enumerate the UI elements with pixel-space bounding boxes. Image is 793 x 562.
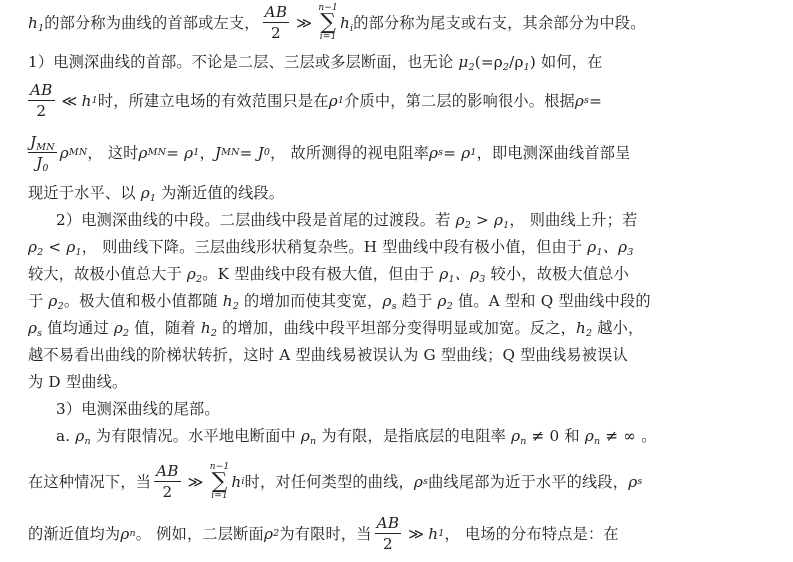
relation-symbol: ≪ <box>61 92 78 110</box>
fraction-denominator: 2 <box>36 102 47 120</box>
math-run: > ρ <box>470 211 504 229</box>
text-run: a. <box>56 427 76 445</box>
math-sub: n <box>310 436 317 447</box>
summation <box>318 4 338 42</box>
math-sub: 1 <box>149 193 157 204</box>
math-rho: ρ <box>584 427 594 445</box>
math-rho: ρ <box>437 292 447 310</box>
math-run: < ρ <box>43 238 76 256</box>
fraction <box>263 2 290 42</box>
text-run: 。K 型曲线中段有极大值，但由于 <box>202 265 440 283</box>
math-h: h <box>231 473 242 491</box>
text-run: 的增加，曲线中段平坦部分变得明显或加宽。反之， <box>217 319 577 337</box>
math-run: /ρ <box>509 53 524 71</box>
math-h: h <box>81 92 92 110</box>
fraction-denominator: 2 <box>382 535 393 553</box>
math-sub: 2 <box>468 62 475 73</box>
text-run: 现近于水平、以 <box>28 184 141 202</box>
text-line-4: $\frac{J_{MN}}{J_0}$ ρ MN ， 这时 ρ MN = ρ 1 ， J MN = J 0 ， 故所测得的视电阻率 ρ s = ρ 1 ，即电测深曲线首部呈 <box>30 132 631 174</box>
relation-symbol: ≫ <box>408 525 425 543</box>
math-h: h <box>28 14 38 32</box>
math-run: ≠ 0 和 <box>526 427 585 445</box>
text-run: ， 电场的分布特点是：在 <box>444 525 619 543</box>
math-rho: ρ <box>511 427 521 445</box>
text-run: 为 D 型曲线。 <box>28 373 128 391</box>
text-run: 时，对任何类型的曲线， <box>244 473 414 491</box>
math-sub: i <box>349 23 354 34</box>
text-run: 2）电测深曲线的中段。二层曲线中段是首尾的过渡段。若 <box>56 211 456 229</box>
text-run: 。极大值和极小值都随 <box>63 292 223 310</box>
text-run: ， 这时 <box>87 144 139 162</box>
text-line-13 <box>56 400 220 418</box>
math-run: ) <box>529 53 536 71</box>
math-rho: ρ <box>140 184 150 202</box>
text-line-6 <box>56 211 637 229</box>
text-run: 的增加而使其变宽， <box>238 292 383 310</box>
math-sub: 2 <box>210 328 218 339</box>
math-rho: ρ <box>455 211 465 229</box>
text-line-11 <box>28 346 628 364</box>
text-run: ，即电测深曲线首部呈 <box>476 144 631 162</box>
sum-upper: n−1 <box>318 3 338 13</box>
text-line-7 <box>28 238 633 256</box>
relation-symbol: ≫ <box>296 14 313 32</box>
text-line-9 <box>28 292 651 310</box>
math-run: = <box>589 92 603 110</box>
text-run: 在这种情况下，当 <box>28 473 152 491</box>
fraction-denominator: 2 <box>162 483 173 501</box>
text-run: 1）电测深曲线的首部。不论是二层、三层或多层断面，也无论 <box>28 53 459 71</box>
math-sub: n <box>520 436 527 447</box>
fraction-numerator: AB <box>28 83 55 101</box>
math-run: ≠ ∞ 。 <box>600 427 657 445</box>
text-line-10 <box>28 319 643 337</box>
text-run: 值，随着 <box>129 319 201 337</box>
text-run: 较小，故极大值总小 <box>485 265 630 283</box>
math-sub: 2 <box>57 301 64 312</box>
math-sub: 1 <box>503 220 510 231</box>
text-run: 曲线尾部为近于水平的线段， <box>428 473 629 491</box>
text-run: ， 则曲线上升；若 <box>509 211 638 229</box>
math-sub: 3 <box>627 247 634 258</box>
text-run: ， 则曲线下降。三层曲线形状稍复杂些。H 型曲线中段有极小值，但由于 <box>81 238 588 256</box>
sigma-icon: ∑ <box>320 10 337 35</box>
text-run: 于 <box>28 292 49 310</box>
text-run: 为有限情况。水平地电断面中 <box>90 427 301 445</box>
text-run: 越不易看出曲线的阶梯状转折，这时 A 型曲线易被误认为 G 型曲线；Q 型曲线易被误认 <box>28 346 628 364</box>
text-run: 较大，故极小值总大于 <box>28 265 187 283</box>
math-run: = ρ <box>443 144 471 162</box>
math-run: = J <box>239 144 264 162</box>
math-sub: 2 <box>37 247 44 258</box>
math-rho: ρ <box>28 319 38 337</box>
math-sub: 2 <box>196 274 203 285</box>
sigma-icon: ∑ <box>211 469 228 494</box>
fraction-numerator: J <box>30 132 37 151</box>
math-run: (=ρ <box>474 53 503 71</box>
text-run: 趋于 <box>396 292 438 310</box>
fraction <box>28 80 55 120</box>
math-rho: ρ <box>439 265 449 283</box>
text-run: 为有限，是指底层的电阻率 <box>316 427 512 445</box>
text-line-14 <box>56 427 657 445</box>
math-sub: 2 <box>464 220 471 231</box>
text-run: 为渐近值的线段。 <box>156 184 285 202</box>
text-run: ， <box>199 144 215 162</box>
text-run: 为有限时，当 <box>279 525 372 543</box>
fraction-numerator: AB <box>263 5 290 23</box>
math-h: h <box>428 525 439 543</box>
math-sub: 2 <box>586 328 593 339</box>
sum-lower: i=1 <box>319 32 337 42</box>
text-run: 值均通过 <box>42 319 114 337</box>
text-run: ， 故所测得的视电阻率 <box>270 144 430 162</box>
text-run: 的渐近值均为 <box>28 525 121 543</box>
math-h: h <box>200 319 211 337</box>
math-sub: 1 <box>523 62 530 73</box>
fraction-numerator: AB <box>375 516 402 534</box>
text-line-1 <box>28 0 646 46</box>
math-j: J <box>214 144 222 162</box>
math-h: h <box>576 319 586 337</box>
fraction-denominator: J <box>36 154 43 172</box>
text-line-2 <box>28 53 603 71</box>
text-run: 的部分称为尾支或右支，其余部分为中段。 <box>353 14 646 32</box>
text-line-5 <box>28 184 284 202</box>
fraction <box>154 461 181 501</box>
math-h: h <box>339 14 350 32</box>
text-line-16: 的渐近值均为 ρ n 。 例如，二层断面 ρ 2 为有限时，当 $\frac{AB}{2}$ ≫ h 1 ， 电场的分布特点是：在 <box>28 513 619 553</box>
math-sub: 2 <box>502 62 510 73</box>
math-sub: 1 <box>448 274 455 285</box>
math-rho: ρ <box>48 292 58 310</box>
text-run: 值。A 型和 Q 型曲线中段的 <box>452 292 651 310</box>
math-sub: 2 <box>122 328 130 339</box>
math-rho: ρ <box>328 92 338 110</box>
math-rho: ρ <box>120 525 130 543</box>
math-sub: n <box>593 436 601 447</box>
text-run: 介质中，第二层的影响很小。根据 <box>344 92 575 110</box>
text-line-15: 在这种情况下，当 $\frac{AB}{2}$ ≫ n−1 ∑ i=1 h i 时，对任何类型的曲线， ρ s 曲线尾部为近于水平的线段， ρ s <box>28 461 643 501</box>
sum-upper: n−1 <box>209 462 230 472</box>
math-rho: ρ <box>113 319 123 337</box>
math-rho: ρ <box>186 265 197 283</box>
math-sub: MN <box>36 141 55 153</box>
math-rho: ρ <box>587 238 597 256</box>
text-line-8 <box>28 265 629 283</box>
summation <box>210 463 230 501</box>
text-run: 的部分称为曲线的首部或左支， <box>44 14 260 32</box>
math-rho: ρ <box>413 473 424 491</box>
text-run: 3）电测深曲线的尾部。 <box>56 400 220 418</box>
math-sub: 1 <box>75 247 82 258</box>
math-sub: n <box>84 436 91 447</box>
math-run: 、ρ <box>454 265 480 283</box>
math-rho: ρ <box>429 144 439 162</box>
math-sub: 0 <box>42 163 49 174</box>
math-rho: ρ <box>138 144 148 162</box>
math-rho: ρ <box>28 238 38 256</box>
text-run: 越小， <box>592 319 644 337</box>
math-rho: ρ <box>382 292 392 310</box>
text-run: 时，所建立电场的有效范围只是在 <box>97 92 329 110</box>
text-line-12 <box>28 373 127 391</box>
math-rho: ρ <box>75 427 85 445</box>
math-rho: ρ <box>59 144 69 162</box>
math-sub: s <box>391 301 397 312</box>
sum-lower: i=1 <box>211 491 228 501</box>
math-sub: 3 <box>479 274 486 285</box>
relation-symbol: ≫ <box>187 473 204 491</box>
text-run: 。 例如，二层断面 <box>135 525 264 543</box>
math-run: 、ρ <box>602 238 628 256</box>
fraction-denominator: 2 <box>271 24 281 42</box>
math-sub: 1 <box>37 23 45 34</box>
text-run: 如何，在 <box>535 53 603 71</box>
math-sub: s <box>37 328 43 339</box>
math-h: h <box>222 292 233 310</box>
math-sub: 2 <box>232 301 239 312</box>
fraction <box>28 132 57 174</box>
math-run: = ρ <box>166 144 194 162</box>
math-rho: ρ <box>300 427 311 445</box>
fraction-numerator: AB <box>154 464 181 482</box>
math-rho: ρ <box>628 473 638 491</box>
math-mu: μ <box>458 53 469 71</box>
math-rho: ρ <box>263 525 274 543</box>
text-line-3: $\frac{AB}{2}$ ≪ h 1 时，所建立电场的有效范围只是在 ρ 1 介质中，第二层的影响很小。根据 ρ s = <box>30 80 603 120</box>
math-sub: 2 <box>446 301 453 312</box>
math-rho: ρ <box>574 92 585 110</box>
fraction <box>375 513 402 553</box>
math-sub: 1 <box>596 247 603 258</box>
